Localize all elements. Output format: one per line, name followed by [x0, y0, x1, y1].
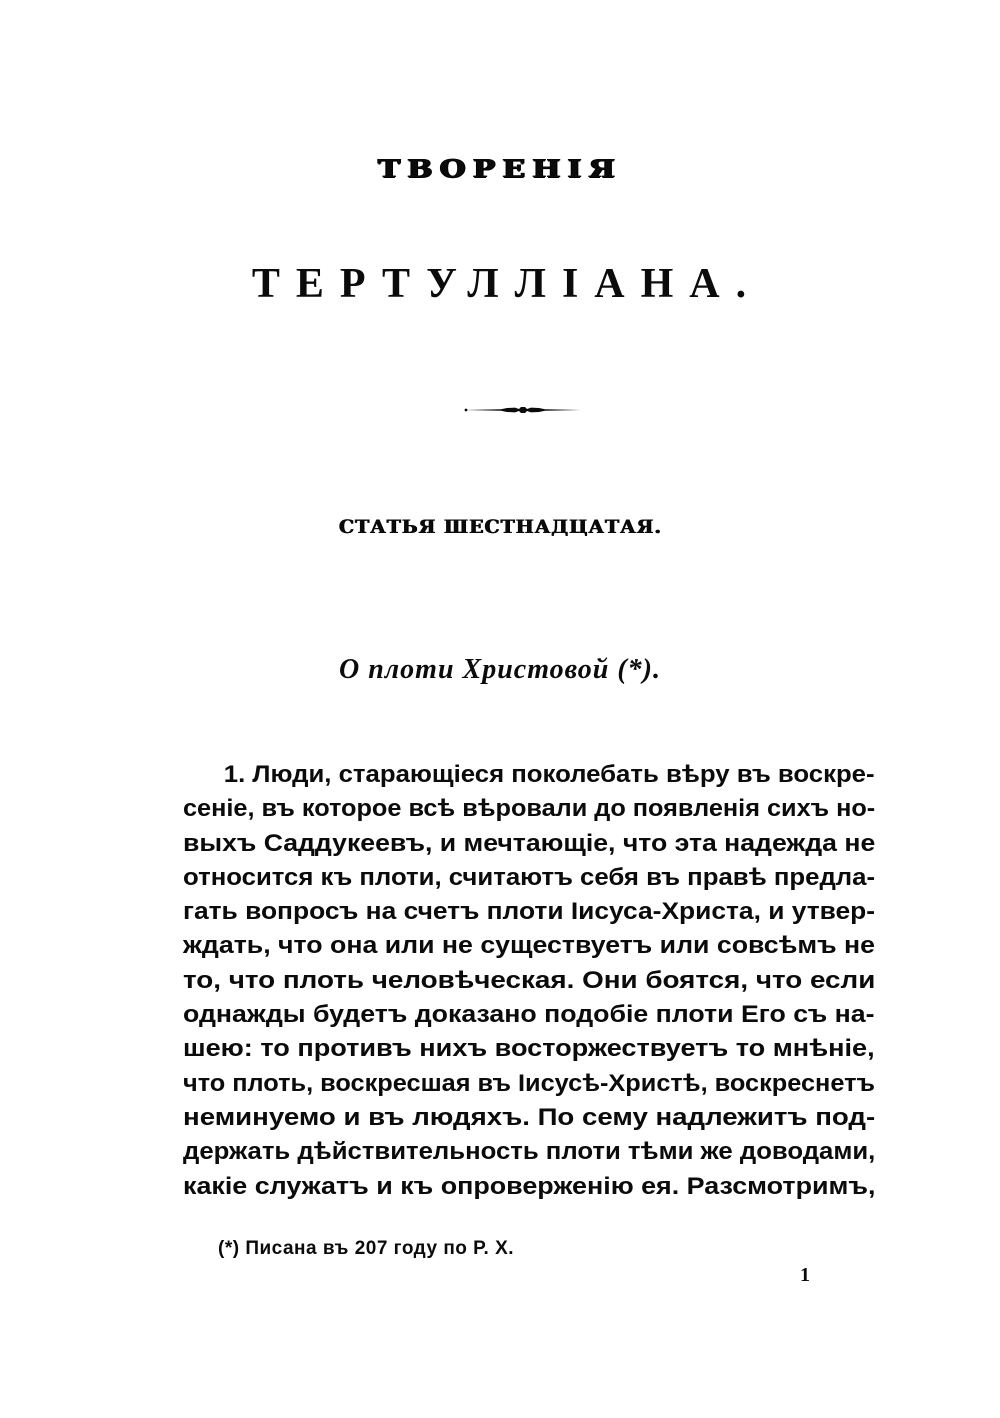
- text-line: какіе служатъ и къ опроверженію ея. Разсмотримъ,: [183, 1172, 876, 1200]
- text-line: держать дѣйствительность плоти тѣми же доводами,: [183, 1138, 876, 1166]
- text-line: 1. Люди, старающіеся поколебать вѣру въ воскре-: [223, 761, 875, 788]
- text-line: ждать, что она или не существуетъ или совсѣмъ не: [183, 932, 876, 960]
- text-line: то, что плоть человѣческая. Они боятся, что если: [183, 966, 876, 994]
- text-line: что плоть, воскресшая въ Іисусѣ-Христѣ, воскреснетъ: [183, 1069, 875, 1097]
- footnote: (*) Писана въ 207 году по Р. Х.: [218, 1238, 515, 1259]
- page-number: 1: [800, 1264, 810, 1286]
- text-line: однажды будетъ доказано подобіе плоти Его съ на-: [183, 1001, 875, 1029]
- text-line: относится къ плоти, считаютъ себя въ правѣ предла-: [183, 863, 876, 891]
- article-heading: СТАТЬЯ ШЕСТНАДЦАТАЯ.: [338, 516, 662, 538]
- ornamental-rule-icon: [463, 402, 583, 418]
- text-line: выхъ Саддукеевъ, и мечтающіе, что эта надежда не: [183, 829, 876, 857]
- chapter-subtitle: О плоти Христовой (*).: [339, 654, 661, 685]
- text-line: гать вопросъ на счетъ плоти Іисуса-Христа, и утвер-: [183, 898, 876, 926]
- author-title: ТЕРТУЛЛІАНА.: [251, 261, 763, 307]
- text-line: неминуемо и въ людяхъ. По сему надлежитъ под-: [183, 1103, 876, 1131]
- text-line: сеніе, въ которое всѣ вѣровали до появленія сихъ но-: [183, 795, 876, 823]
- text-line: шею: то противъ нихъ восторжествуетъ то мнѣніе,: [183, 1035, 875, 1063]
- body-paragraph: [183, 758, 875, 1204]
- work-title: ТВОРЕНІЯ: [377, 155, 623, 184]
